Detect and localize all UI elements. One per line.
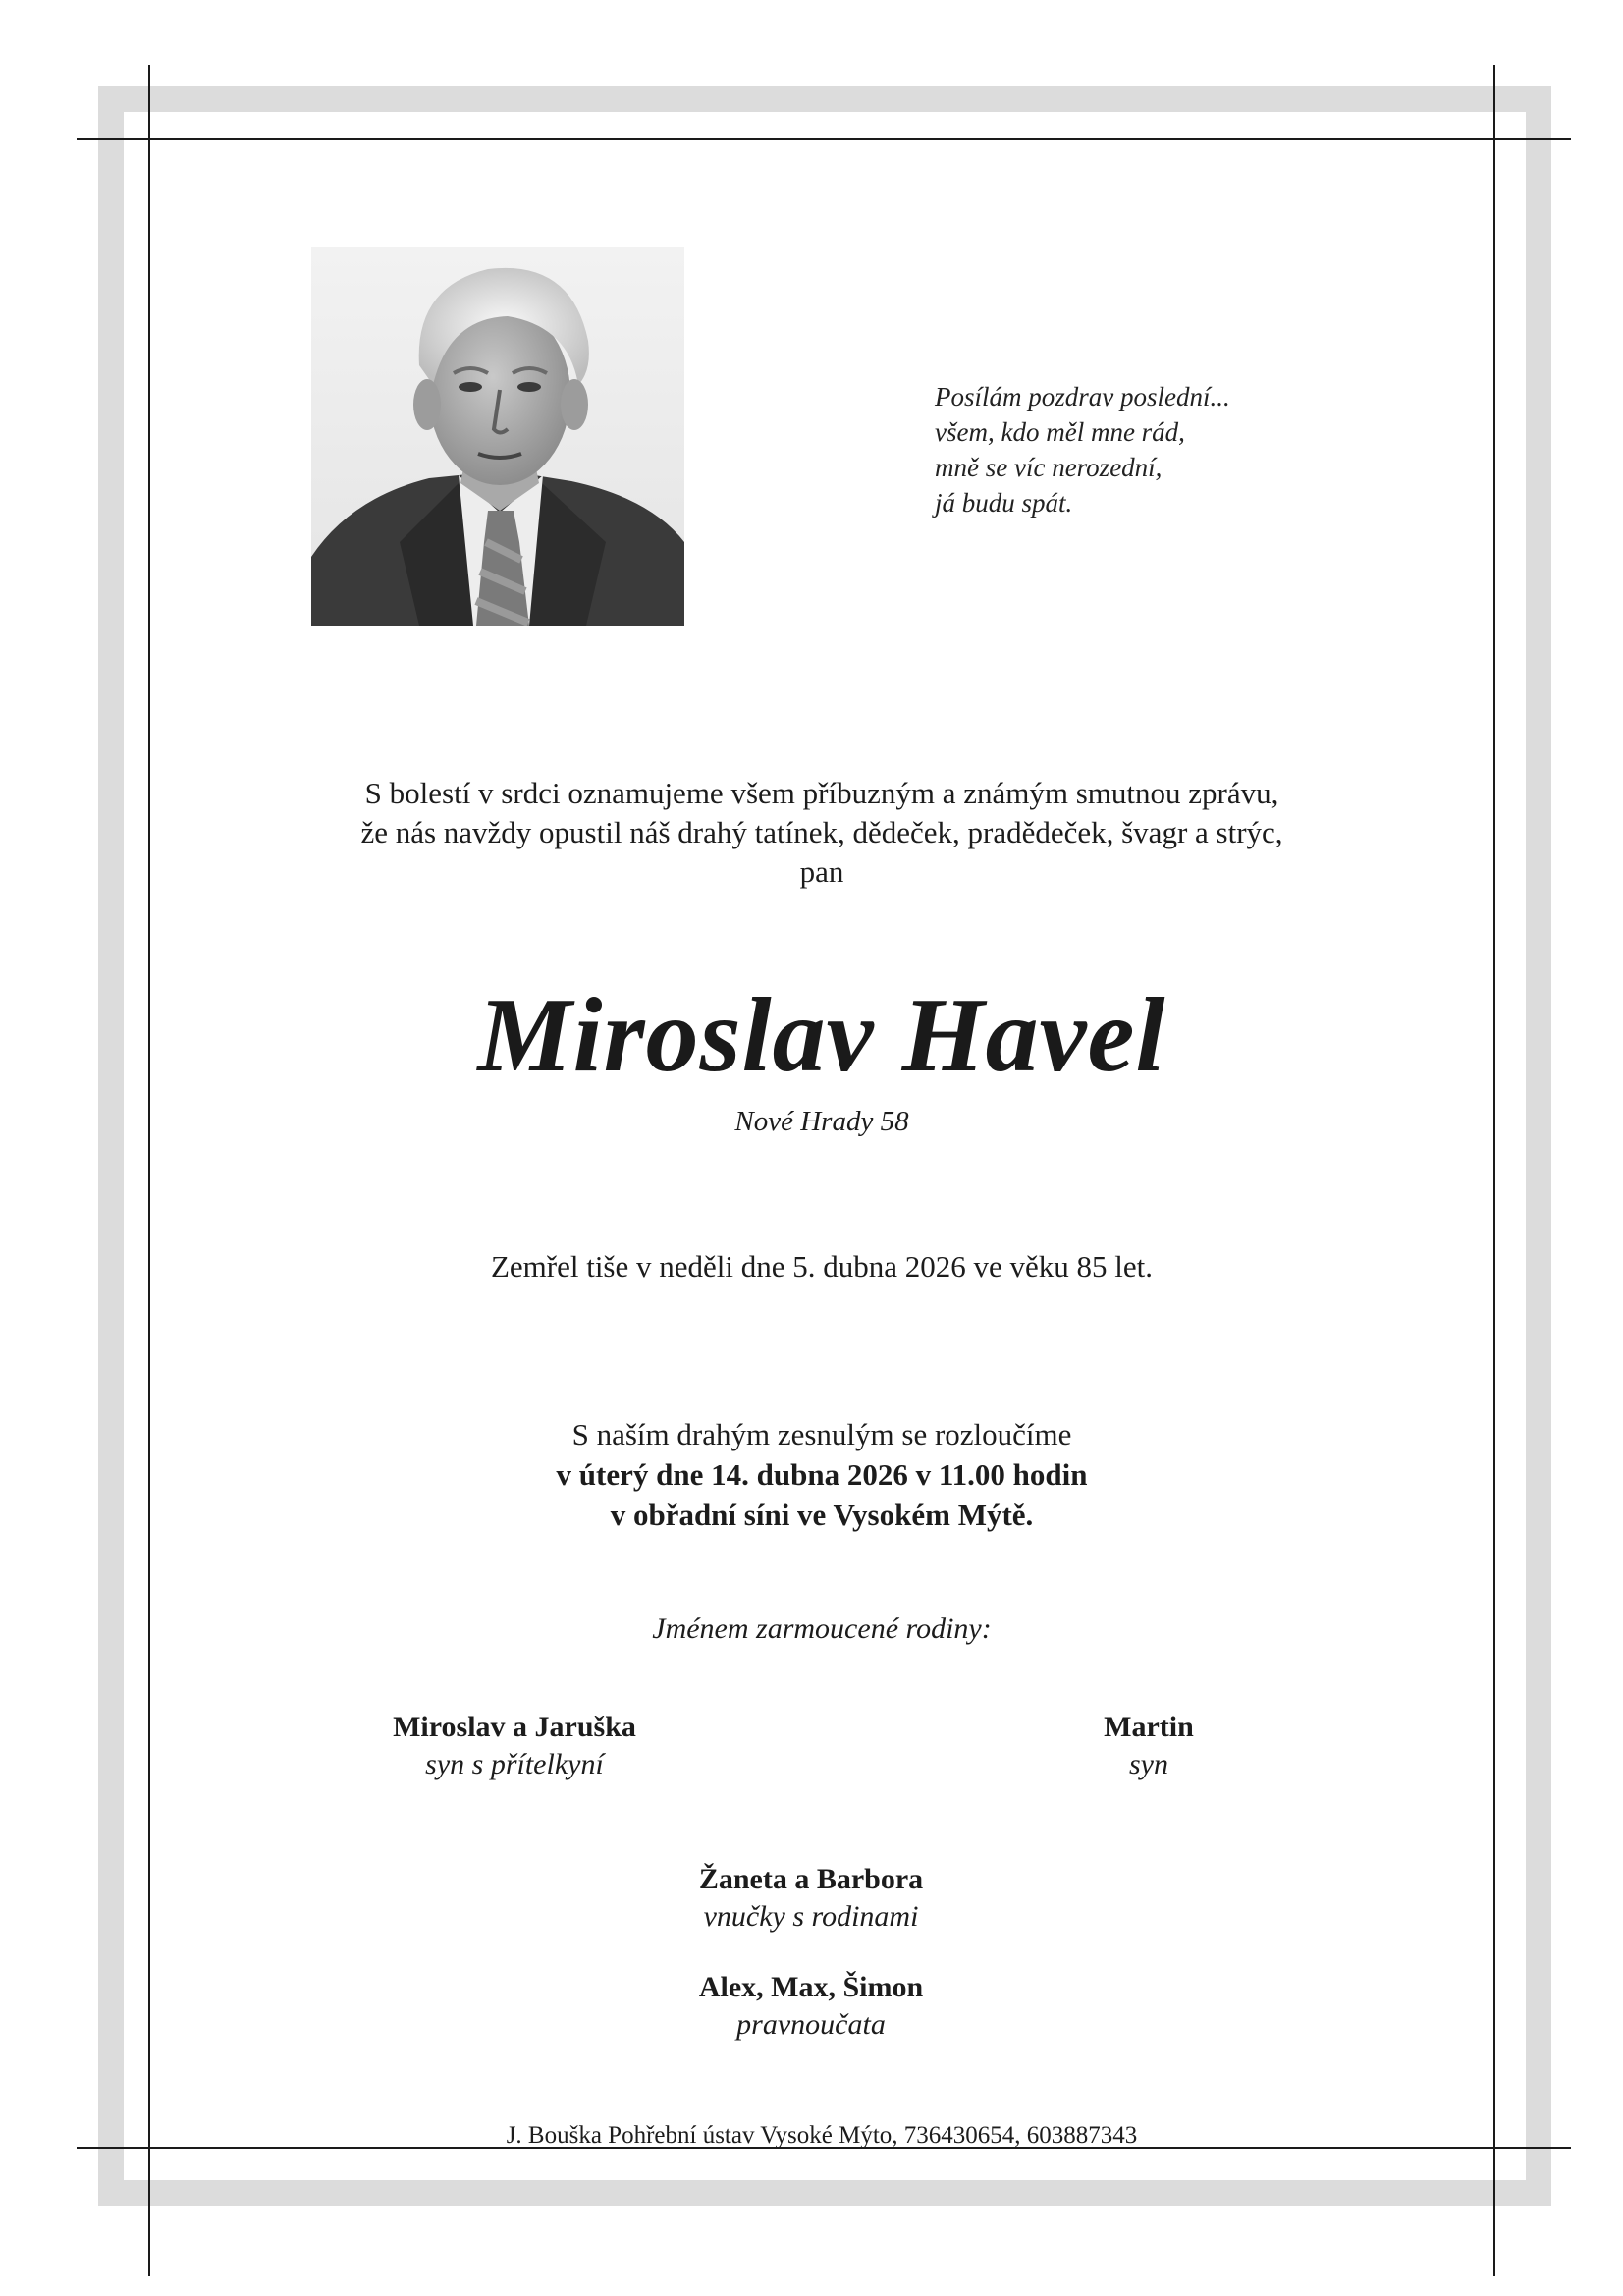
portrait-photo: [311, 247, 684, 626]
poem: [935, 379, 1230, 520]
mourner-relation: pravnoučata: [736, 2008, 886, 2041]
deceased-name: Miroslav Havel: [477, 977, 1166, 1094]
farewell-date-time: v úterý dne 14. dubna 2026 v 11.00 hodin: [556, 1457, 1088, 1492]
deceased-address: Nové Hrady 58: [734, 1106, 909, 1137]
mourner-relation: syn s přítelkyní: [425, 1748, 604, 1780]
announcement: [150, 774, 1493, 892]
frame-band-top: [98, 86, 1551, 112]
frame-rule-right: [1493, 65, 1495, 2276]
mourner-name: Miroslav a Jaruška: [393, 1711, 636, 1743]
frame-rule-left: [148, 65, 150, 2276]
announcement-line: že nás navždy opustil náš drahý tatínek, dědeček, pradědeček, švagr a strýc,: [360, 815, 1283, 849]
frame-band-left: [98, 86, 124, 2206]
announcement-line: pan: [799, 854, 844, 889]
mourner-relation: syn: [1129, 1748, 1168, 1780]
mourner-entry: [585, 1969, 1037, 2044]
mourner-name: Martin: [1104, 1711, 1194, 1743]
announcement-line: S bolestí v srdci oznamujeme všem příbuzným a známým smutnou zprávu,: [364, 776, 1279, 810]
poem-line: já budu spát.: [935, 488, 1073, 518]
death-notice: Zemřel tiše v neděli dne 5. dubna 2026 ve věku 85 let.: [490, 1249, 1154, 1284]
mourner-name: Alex, Max, Šimon: [698, 1971, 924, 2003]
mourner-entry: [923, 1709, 1375, 1783]
funeral-home-footer: J. Bouška Pohřební ústav Vysoké Mýto, 736430654, 603887343: [506, 2122, 1138, 2149]
poem-line: mně se víc nerozední,: [935, 453, 1163, 482]
frame-band-right: [1526, 86, 1551, 2206]
poem-line: všem, kdo měl mne rád,: [935, 417, 1185, 447]
mourner-relation: vnučky s rodinami: [703, 1900, 919, 1933]
farewell-info: [150, 1414, 1493, 1535]
mourner-entry: [289, 1709, 740, 1783]
poem-line: Posílám pozdrav poslední...: [935, 382, 1230, 411]
farewell-intro: S naším drahým zesnulým se rozloučíme: [571, 1417, 1072, 1451]
family-heading: Jménem zarmoucené rodiny:: [652, 1613, 992, 1645]
farewell-place: v obřadní síni ve Vysokém Mýtě.: [610, 1498, 1034, 1532]
mourner-name: Žaneta a Barbora: [698, 1863, 924, 1895]
mourner-entry: [585, 1861, 1037, 1936]
frame-band-bottom: [98, 2180, 1551, 2206]
frame-rule-top: [77, 138, 1571, 140]
